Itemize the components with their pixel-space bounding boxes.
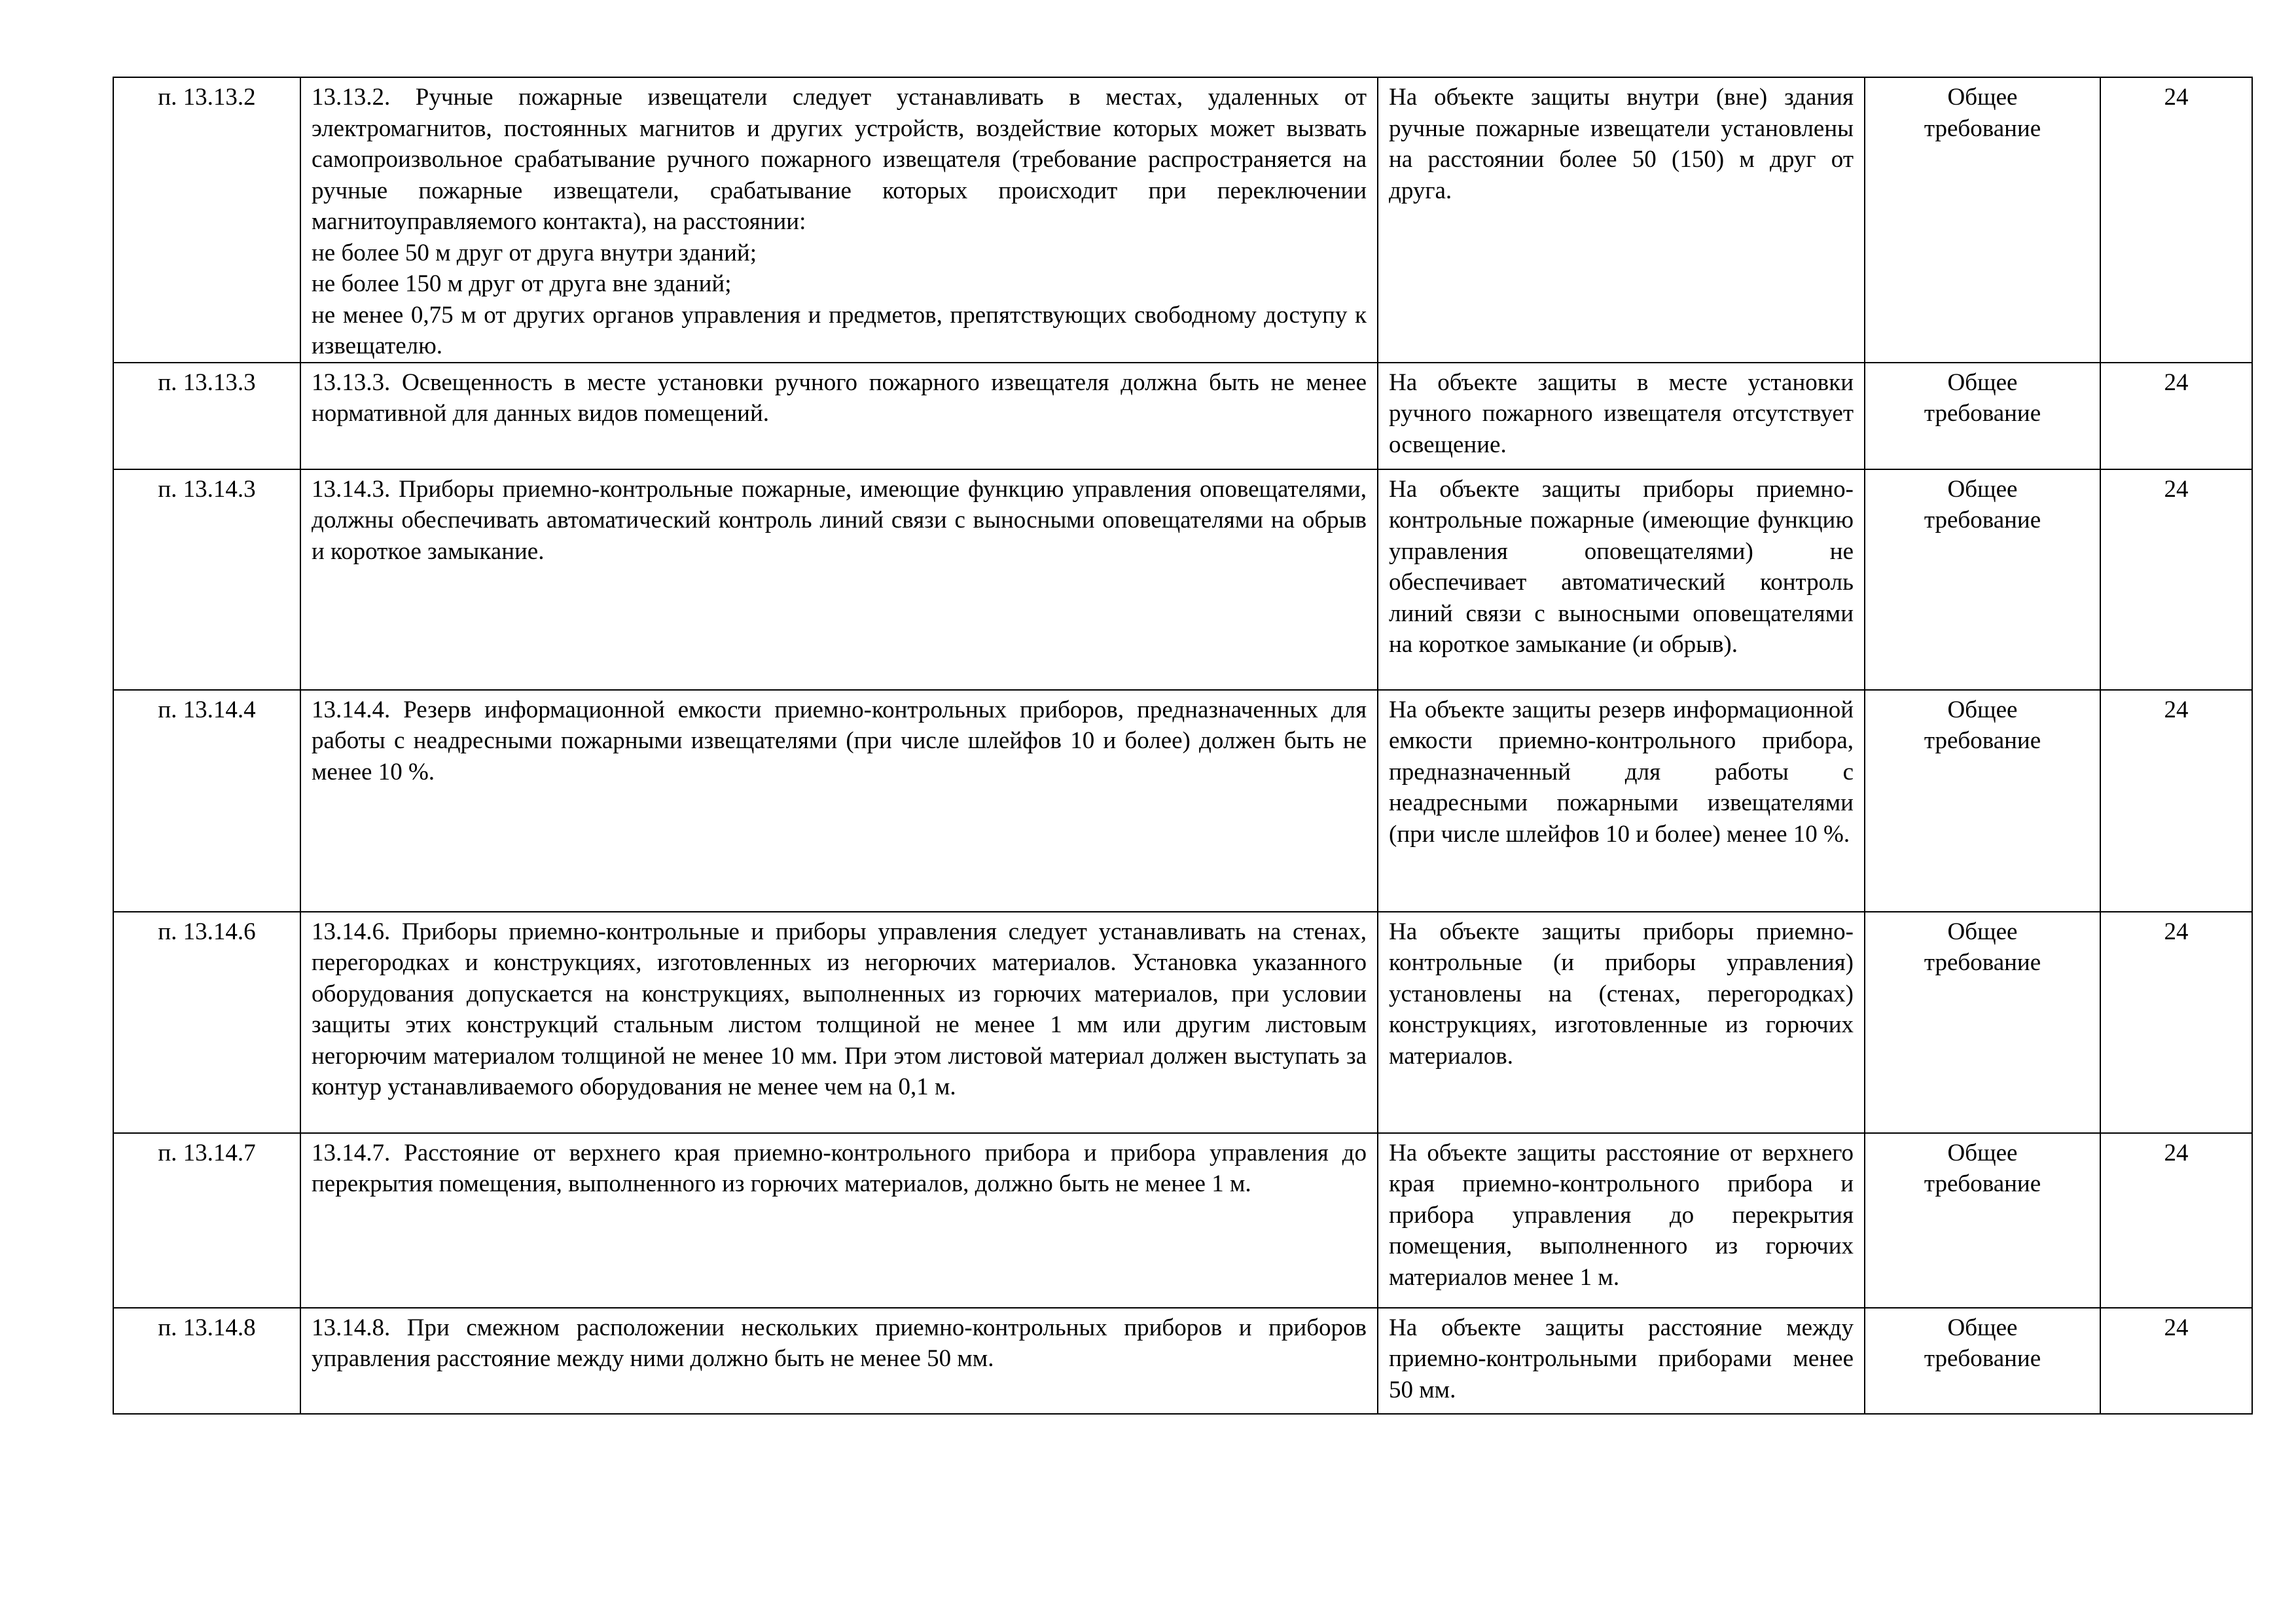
clause-cell: п. 13.13.3	[113, 363, 300, 469]
requirement-text-cell: 13.14.4. Резерв информационной емкости приемно-контрольных приборов, предназначенных для работы с неадресными пожарными извещателями (при числе шлейфов 10 и более) должен быть не менее 10 %.	[300, 690, 1378, 912]
table-row	[113, 77, 2252, 363]
number-cell: 24	[2100, 1133, 2252, 1308]
violation-cell: На объекте защиты внутри (вне) здания ручные пожарные извещатели установлены на расстоянии более 50 (150) м друг от друга.	[1378, 77, 1865, 363]
violation-cell: На объекте защиты в месте установки ручного пожарного извещателя отсутствует освещение.	[1378, 363, 1865, 469]
requirement-type-cell: Общее требование	[1865, 77, 2100, 363]
number-cell: 24	[2100, 363, 2252, 469]
requirement-type-cell: Общее требование	[1865, 912, 2100, 1133]
number-cell: 24	[2100, 77, 2252, 363]
violation-cell: На объекте защиты приборы приемно-контрольные (и приборы управления) установлены на (стенах, перегородках) конструкциях, изготовленные из горючих материалов.	[1378, 912, 1865, 1133]
number-cell: 24	[2100, 912, 2252, 1133]
requirement-type-cell: Общее требование	[1865, 469, 2100, 690]
requirement-text-cell: 13.13.3. Освещенность в месте установки ручного пожарного извещателя должна быть не менее нормативной для данных видов помещений.	[300, 363, 1378, 469]
document-page	[113, 77, 2251, 1415]
clause-cell: п. 13.14.6	[113, 912, 300, 1133]
table-row	[113, 363, 2252, 469]
clause-cell: п. 13.14.4	[113, 690, 300, 912]
number-cell: 24	[2100, 690, 2252, 912]
number-cell: 24	[2100, 1308, 2252, 1414]
clause-cell: п. 13.14.8	[113, 1308, 300, 1414]
requirement-text-cell: 13.14.6. Приборы приемно-контрольные и приборы управления следует устанавливать на стенах, перегородках и конструкциях, изготовленных из негорючих материалов. Установка указанного оборудования допускается на конструкциях, выполненных из горючих материалов, при условии защиты этих конструкций стальным листом толщиной не менее 1 мм или другим листовым негорючим материалом толщиной не менее 10 мм. При этом листовой материал должен выступать за контур устанавливаемого оборудования не менее чем на 0,1 м.	[300, 912, 1378, 1133]
requirement-type-cell: Общее требование	[1865, 690, 2100, 912]
requirement-text-cell: 13.14.3. Приборы приемно-контрольные пожарные, имеющие функцию управления оповещателями, должны обеспечивать автоматический контроль линий связи с выносными оповещателями на обрыв и короткое замыкание.	[300, 469, 1378, 690]
violation-cell: На объекте защиты расстояние между приемно-контрольными приборами менее 50 мм.	[1378, 1308, 1865, 1414]
table-row	[113, 469, 2252, 690]
requirement-text-cell: 13.14.8. При смежном расположении нескольких приемно-контрольных приборов и приборов управления расстояние между ними должно быть не менее 50 мм.	[300, 1308, 1378, 1414]
violation-cell: На объекте защиты расстояние от верхнего края приемно-контрольного прибора и прибора управления до перекрытия помещения, выполненного из горючих материалов менее 1 м.	[1378, 1133, 1865, 1308]
table-row	[113, 690, 2252, 912]
table-row	[113, 912, 2252, 1133]
requirement-text-cell: 13.13.2. Ручные пожарные извещатели следует устанавливать в местах, удаленных от электромагнитов, постоянных магнитов и других устройств, воздействие которых может вызвать самопроизвольное срабатывание ручного пожарного извещателя (требование распространяется на ручные пожарные извещатели, срабатывание которых происходит при переключении магнитоуправляемого контакта), на расстоянии: не более 50 м друг от друга внутри зданий; не более 150 м друг от друга вне зданий; не менее 0,75 м от других органов управления и предметов, препятствующих свободному доступу к извещателю.	[300, 77, 1378, 363]
requirement-text-cell: 13.14.7. Расстояние от верхнего края приемно-контрольного прибора и прибора управления до перекрытия помещения, выполненного из горючих материалов, должно быть не менее 1 м.	[300, 1133, 1378, 1308]
requirement-type-cell: Общее требование	[1865, 1308, 2100, 1414]
clause-cell: п. 13.14.3	[113, 469, 300, 690]
requirements-table	[113, 77, 2253, 1415]
violation-cell: На объекте защиты резерв информационной емкости приемно-контрольного прибора, предназначенный для работы с неадресными пожарными извещателями (при числе шлейфов 10 и более) менее 10 %.	[1378, 690, 1865, 912]
clause-cell: п. 13.13.2	[113, 77, 300, 363]
clause-cell: п. 13.14.7	[113, 1133, 300, 1308]
requirement-type-cell: Общее требование	[1865, 363, 2100, 469]
table-row	[113, 1133, 2252, 1308]
table-row	[113, 1308, 2252, 1414]
number-cell: 24	[2100, 469, 2252, 690]
violation-cell: На объекте защиты приборы приемно-контрольные пожарные (имеющие функцию управления оповещателями) не обеспечивает автоматический контроль линий связи с выносными оповещателями на короткое замыкание (и обрыв).	[1378, 469, 1865, 690]
requirement-type-cell: Общее требование	[1865, 1133, 2100, 1308]
